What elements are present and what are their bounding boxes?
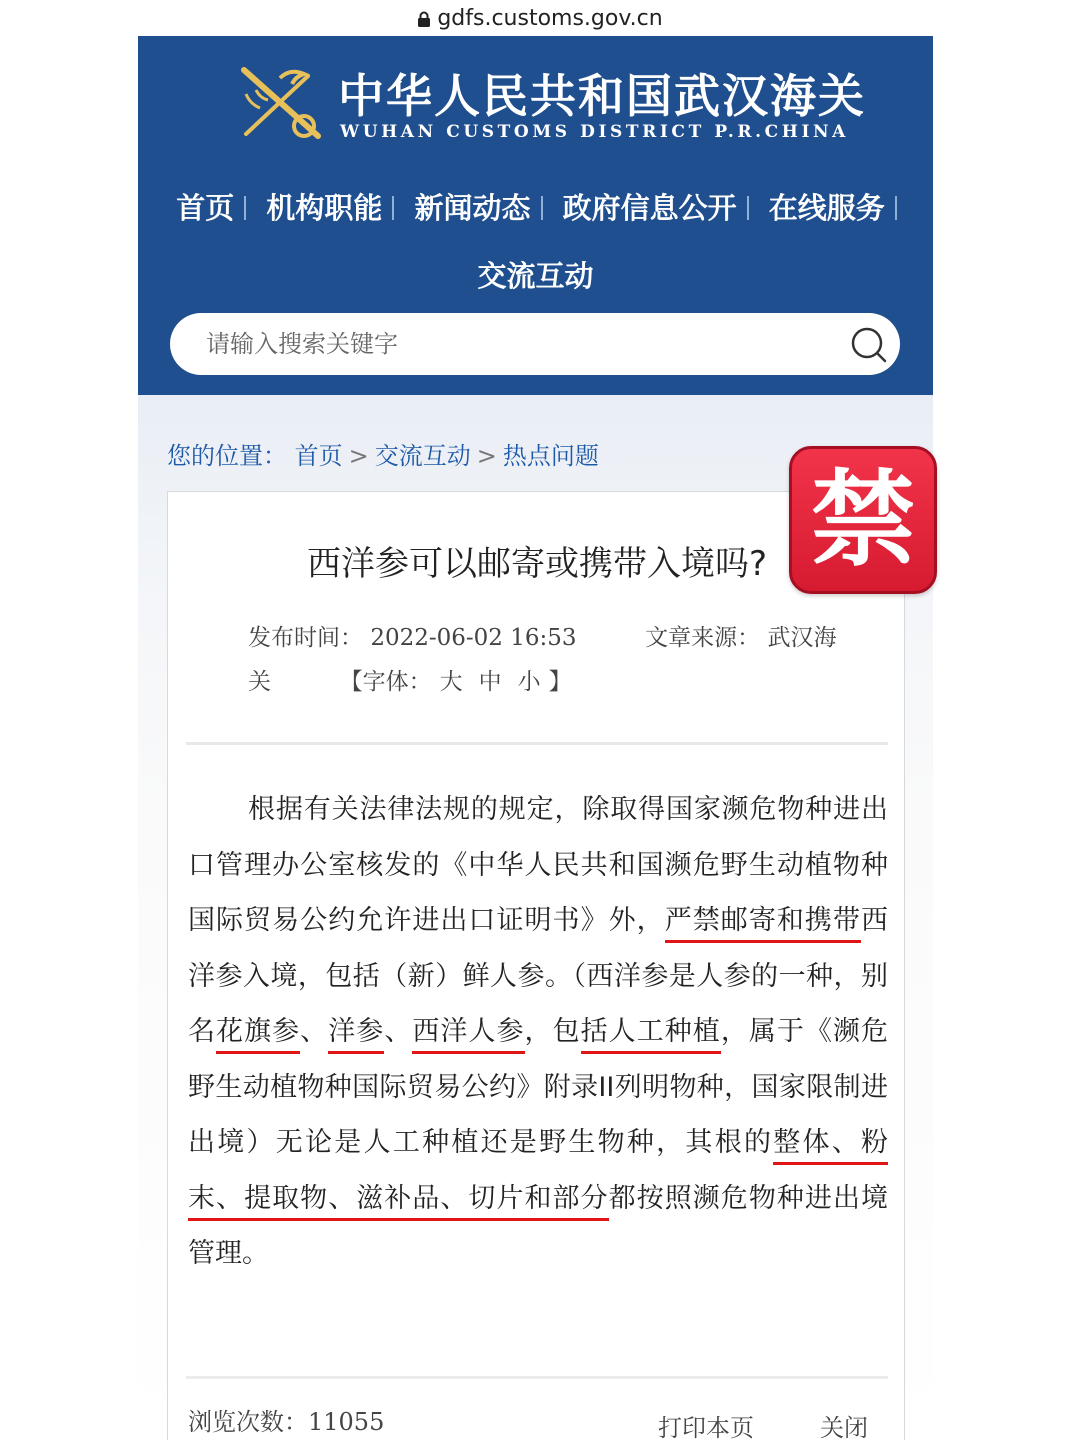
main-nav-row2	[138, 254, 933, 295]
article-card	[167, 491, 905, 1440]
body-text-segment: ，包	[524, 1016, 581, 1047]
source-label: 文章来源：	[645, 625, 761, 651]
view-count	[188, 1402, 384, 1437]
nav-item-interaction[interactable]: 交流互动	[477, 259, 594, 293]
highlight-prohibited: 严禁邮寄和携带	[665, 905, 861, 943]
body-text-segment: 根据有关法律法规的规定，除取得国家濒危物种进出口管理办公室核发的《中华人民共和国濒危野生动植物种国际贸易公约允许进出口证明书》外，	[188, 794, 888, 936]
font-size-small[interactable]: 小	[517, 669, 541, 695]
publish-date: 2022-06-02 16:53	[370, 625, 577, 651]
footer-divider	[186, 1376, 888, 1379]
url-text: gdfs.customs.gov.cn	[437, 5, 663, 31]
font-size-large[interactable]: 大	[439, 669, 463, 695]
breadcrumb-hot-issues[interactable]: 热点问题	[502, 442, 599, 470]
body-text-segment: ，属于《濒危野生动植物种国际贸易公约》附录II列明物种，国家限制进出境）无论是人工种植还是野生物种，其根的	[188, 1016, 889, 1158]
search-box	[170, 313, 900, 375]
lock-icon	[417, 11, 431, 27]
body-text-segment: 、	[300, 1016, 329, 1047]
search-icon[interactable]	[850, 326, 888, 364]
nav-separator	[392, 196, 394, 220]
highlight-alias: 洋参	[328, 1016, 384, 1054]
font-size-medium[interactable]: 中	[478, 669, 502, 695]
breadcrumb-interaction[interactable]: 交流互动	[374, 442, 471, 470]
font-size-label: 【字体：	[339, 669, 432, 695]
nav-item-gov-info[interactable]: 政府信息公开	[562, 191, 737, 225]
site-title: 中华人民共和国武汉海关	[338, 69, 866, 123]
article-meta	[248, 616, 848, 704]
nav-separator	[541, 196, 543, 220]
highlight-forms: 整体、粉末、提取物、滋补品、切片和部分	[188, 1127, 888, 1221]
nav-separator	[747, 196, 749, 220]
nav-item-online-service[interactable]: 在线服务	[768, 191, 885, 225]
title-divider	[186, 742, 888, 745]
nav-item-functions[interactable]: 机构职能	[266, 191, 383, 225]
search-input[interactable]	[206, 323, 806, 365]
customs-emblem-icon	[238, 64, 328, 144]
browser-url-bar[interactable]	[0, 0, 1080, 36]
highlight-alias: 花旗参	[216, 1016, 300, 1054]
font-size-label-close: 】	[548, 669, 572, 695]
source-value: 武汉海关	[248, 625, 837, 695]
nav-item-news[interactable]: 新闻动态	[414, 191, 531, 225]
highlight-cultivated: 括人工种植	[581, 1016, 721, 1054]
site-header	[138, 36, 933, 395]
close-button[interactable]: 关闭	[820, 1414, 868, 1440]
article-body	[188, 782, 888, 1282]
body-text-segment: 都按照濒危物种进出境管理。	[188, 1182, 888, 1269]
body-text-segment: 西洋参入境，包括（新）鲜人参。（西洋参是人参的一种，别名	[188, 905, 889, 1047]
breadcrumb-prefix: 您的位置：	[167, 442, 287, 470]
nav-separator	[895, 196, 897, 220]
view-count-value: 11055	[308, 1408, 385, 1436]
breadcrumb-separator: >	[476, 442, 497, 470]
breadcrumb-home[interactable]: 首页	[294, 442, 343, 470]
breadcrumb-separator: >	[348, 442, 369, 470]
view-count-label: 浏览次数：	[188, 1408, 308, 1436]
publish-label: 发布时间：	[248, 625, 363, 651]
print-button[interactable]: 打印本页	[658, 1414, 754, 1440]
site-subtitle: WUHAN CUSTOMS DISTRICT P.R.CHINA	[340, 122, 849, 142]
highlight-alias: 西洋人参	[412, 1016, 524, 1054]
nav-separator	[244, 196, 246, 220]
nav-item-home[interactable]: 首页	[176, 191, 235, 225]
breadcrumb	[167, 436, 599, 471]
main-nav	[138, 186, 933, 227]
article-title: 西洋参可以邮寄或携带入境吗?	[306, 544, 768, 584]
body-text-segment: 、	[384, 1016, 413, 1047]
prohibited-badge: 禁	[789, 446, 937, 594]
